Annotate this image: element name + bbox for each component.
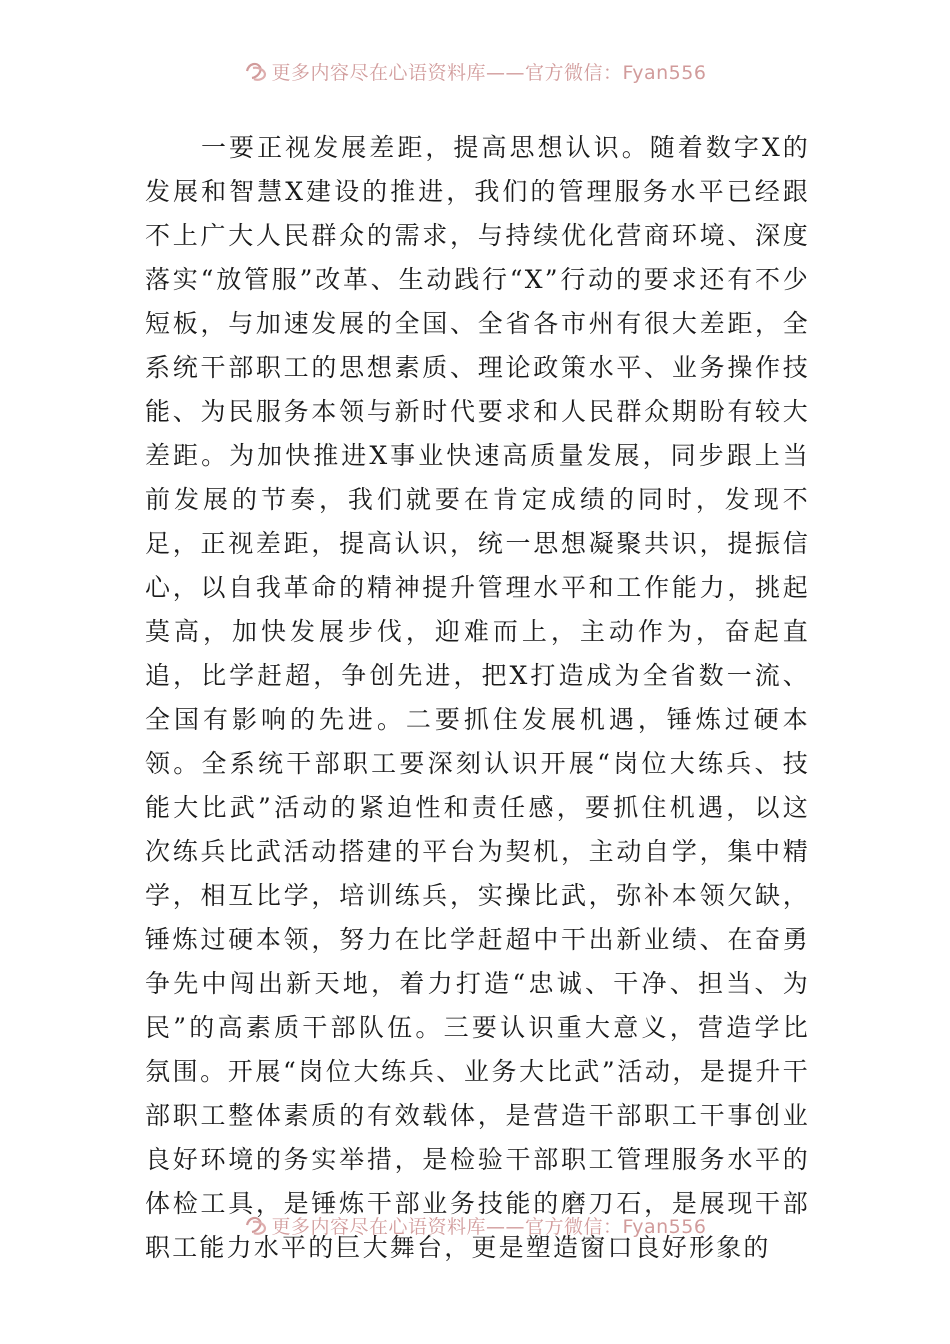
watermark-text: 更多内容尽在心语资料库——官方微信：Fyan556 (271, 61, 707, 84)
watermark-text: 更多内容尽在心语资料库——官方微信：Fyan556 (271, 1215, 707, 1238)
logo-icon (244, 59, 268, 83)
header-watermark (0, 56, 950, 86)
logo-icon (244, 1213, 268, 1237)
footer-watermark (0, 1210, 950, 1240)
body-paragraph: 一要正视发展差距，提高思想认识。随着数字X的发展和智慧X建设的推进，我们的管理服务水平已经跟不上广大人民群众的需求，与持续优化营商环境、深度落实“放管服”改革、生动践行“X”行动的要求还有不少短板，与加速发展的全国、全省各市州有很大差距，全系统干部职工的思想素质、理论政策水平、业务操作技能、为民服务本领与新时代要求和人民群众期盼有较大差距。为加快推进X事业快速高质量发展，同步跟上当前发展的节奏，我们就要在肯定成绩的同时，发现不足，正视差距，提高认识，统一思想凝聚共识，提振信心，以自我革命的精神提升管理水平和工作能力，挑起莫高，加快发展步伐，迎难而上，主动作为，奋起直追，比学赶超，争创先进，把X打造成为全省数一流、全国有影响的先进。二要抓住发展机遇，锤炼过硬本领。全系统干部职工要深刻认识开展“岗位大练兵、技能大比武”活动的紧迫性和责任感，要抓住机遇，以这次练兵比武活动搭建的平台为契机，主动自学，集中精学，相互比学，培训练兵，实操比武，弥补本领欠缺，锤炼过硬本领，努力在比学赶超中干出新业绩、在奋勇争先中闯出新天地，着力打造“忠诚、干净、担当、为民”的高素质干部队伍。三要认识重大意义，营造学比氛围。开展“岗位大练兵、业务大比武”活动，是提升干部职工整体素质的有效载体，是营造干部职工干事创业良好环境的务实举措，是检验干部职工管理服务水平的体检工具，是锤炼干部业务技能的磨刀石，是展现干部职工能力水平的巨大舞台，更是塑造窗口良好形象的 (145, 133, 810, 1262)
